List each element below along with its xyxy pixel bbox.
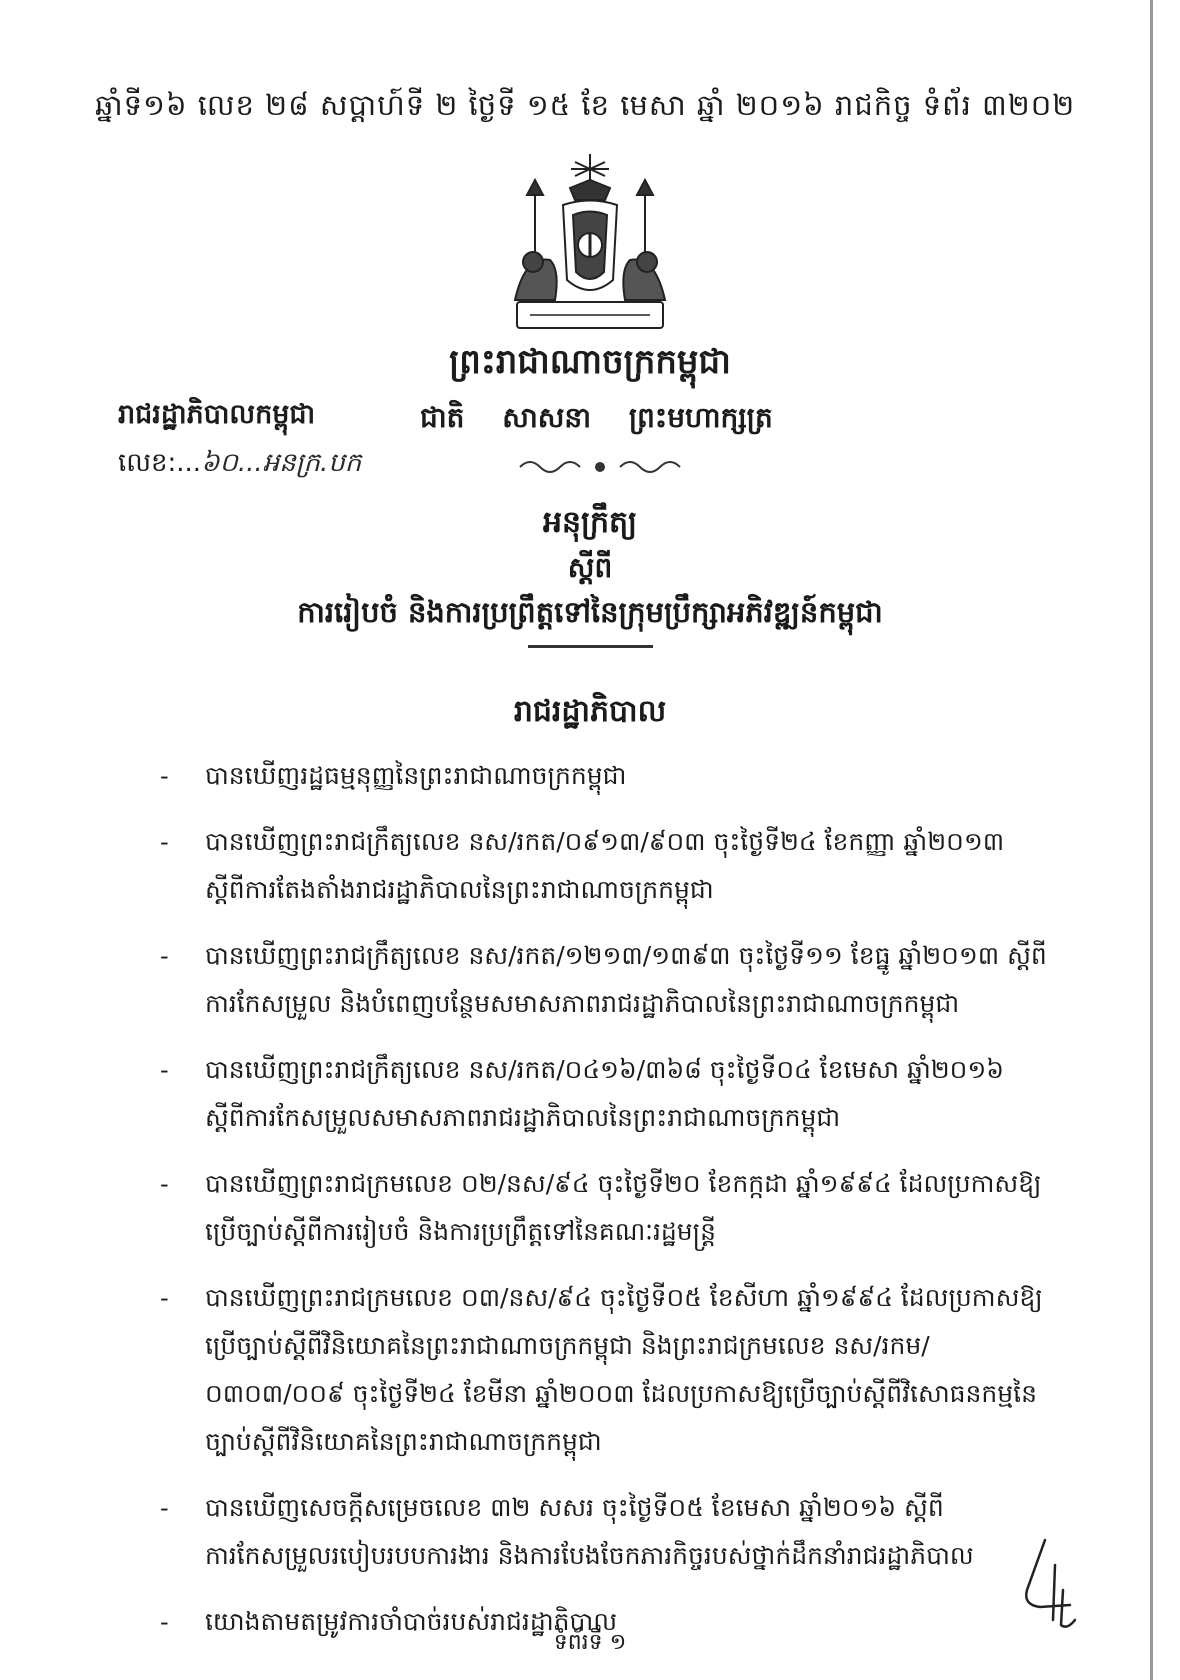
list-item	[160, 1484, 1050, 1580]
clause-text: បានឃើញព្រះរាជក្រមលេខ ០៣/នស/៩៤ ចុះថ្ងៃទី០៥ ខែសីហា ឆ្នាំ១៩៩៤ ដែលប្រកាសឱ្យប្រើច្បាប់ស្តីពីវិនិយោគនៃព្រះរាជាណាចក្រកម្ពុជា និងព្រះរាជក្រមលេខ នស/រកម/០៣០៣/០០៩ ចុះថ្ងៃទី២៤ ខែមីនា ឆ្នាំ២០០៣ ដែលប្រកាសឱ្យប្រើច្បាប់ស្តីពីវិសោធនកម្មនៃច្បាប់ស្តីពីវិនិយោគនៃព្រះរាជាណាចក្រកម្ពុជា	[205, 1283, 1043, 1456]
list-item	[160, 1274, 1050, 1466]
motto-king: ព្រះមហាក្សត្រ	[628, 401, 773, 434]
document-type: អនុក្រឹត្យ	[542, 505, 638, 540]
clause-text: បានឃើញព្រះរាជក្រឹត្យលេខ នស/រកត/០៤១៦/៣៦៨ ចុះថ្ងៃទី០៤ ខែមេសា ឆ្នាំ២០១៦ ស្តីពីការកែសម្រួលសមាសភាពរាជរដ្ឋាភិបាលនៃព្រះរាជាណាចក្រកម្ពុជា	[205, 1055, 1004, 1132]
kingdom-title: ព្រះរាជាណាចក្រកម្ពុជា	[449, 342, 731, 382]
about-label: ស្តីពី	[567, 551, 613, 584]
bullet-dash-icon: -	[160, 762, 169, 790]
royal-emblem-icon	[505, 150, 675, 335]
issuing-authority: រាជរដ្ឋាភិបាល	[513, 694, 667, 729]
motto-religion: សាសនា	[502, 401, 592, 434]
list-item	[160, 818, 1050, 914]
reference-number	[118, 446, 361, 484]
clause-text: បានឃើញព្រះរាជក្រឹត្យលេខ នស/រកត/០៩១៣/៩០៣ ចុះថ្ងៃទី២៤ ខែកញ្ញា ឆ្នាំ២០១៣ ស្តីពីការតែងតាំងរាជរដ្ឋាភិបាលនៃព្រះរាជាណាចក្រកម្ពុជា	[205, 827, 1005, 904]
motto-nation: ជាតិ	[420, 401, 465, 434]
clause-text: បានឃើញព្រះរាជក្រឹត្យលេខ នស/រកត/១២១៣/១៣៩៣ ចុះថ្ងៃទី១១ ខែធ្នូ ឆ្នាំ២០១៣ ស្តីពីការកែសម្រួល និងបំពេញបន្ថែមសមាសភាពរាជរដ្ឋាភិបាលនៃព្រះរាជាណាចក្រកម្ពុជា	[205, 941, 1047, 1018]
preamble-clauses	[160, 752, 1050, 1664]
page-number: ទំព័រទី ១	[553, 1630, 627, 1655]
bullet-dash-icon: -	[160, 1608, 169, 1636]
bullet-dash-icon: -	[160, 1494, 169, 1522]
list-item	[160, 752, 1050, 800]
bullet-dash-icon: -	[160, 1284, 169, 1312]
bullet-dash-icon: -	[160, 1170, 169, 1198]
list-item	[160, 932, 1050, 1028]
clause-text: យោងតាមតម្រូវការចាំបាច់របស់រាជរដ្ឋាភិបាល	[205, 1607, 618, 1636]
issuing-government: រាជរដ្ឋាភិបាលកម្ពុជា	[118, 399, 316, 430]
title-divider	[528, 645, 653, 648]
bullet-dash-icon: -	[160, 828, 169, 856]
initials-signature-icon	[1015, 1535, 1085, 1630]
ornament-divider-icon	[515, 455, 685, 479]
clause-text: បានឃើញសេចក្តីសម្រេចលេខ ៣២ សសរ ចុះថ្ងៃទី០៥ ខែមេសា ឆ្នាំ២០១៦ ស្តីពីការកែសម្រួលរបៀបរបបការងារ និងការបែងចែកភារកិច្ចរបស់ថ្នាក់ដឹកនាំរាជរដ្ឋាភិបាល	[205, 1493, 974, 1570]
list-item	[160, 1160, 1050, 1256]
bullet-dash-icon: -	[160, 942, 169, 970]
reference-prefix: លេខ:...	[118, 448, 202, 478]
list-item	[160, 1046, 1050, 1142]
reference-value: ៦០...អនក្រ.បក	[201, 448, 362, 478]
clause-text: បានឃើញព្រះរាជក្រមលេខ ០២/នស/៩៤ ចុះថ្ងៃទី២០ ខែកក្កដា ឆ្នាំ១៩៩៤ ដែលប្រកាសឱ្យប្រើច្បាប់ស្តីពីការរៀបចំ និងការប្រព្រឹត្តទៅនៃគណៈរដ្ឋមន្ត្រី	[205, 1169, 1042, 1246]
clause-text: បានឃើញរដ្ឋធម្មនុញ្ញនៃព្រះរាជាណាចក្រកម្ពុជា	[205, 761, 627, 790]
bullet-dash-icon: -	[160, 1056, 169, 1084]
decree-subject: ការរៀបចំ និងការប្រព្រឹត្តទៅនៃក្រុមប្រឹក្សាអភិវឌ្ឍន៍កម្ពុជា	[297, 595, 883, 629]
scan-edge-line	[1150, 0, 1153, 1680]
national-motto	[420, 400, 801, 441]
gazette-header: ឆ្នាំទី១៦ លេខ ២៨ សប្តាហ៍ទី ២ ថ្ងៃទី ១៥ ខែ មេសា ឆ្នាំ ២០១៦ រាជកិច្ច ទំព័រ ៣២០២	[95, 88, 1076, 122]
